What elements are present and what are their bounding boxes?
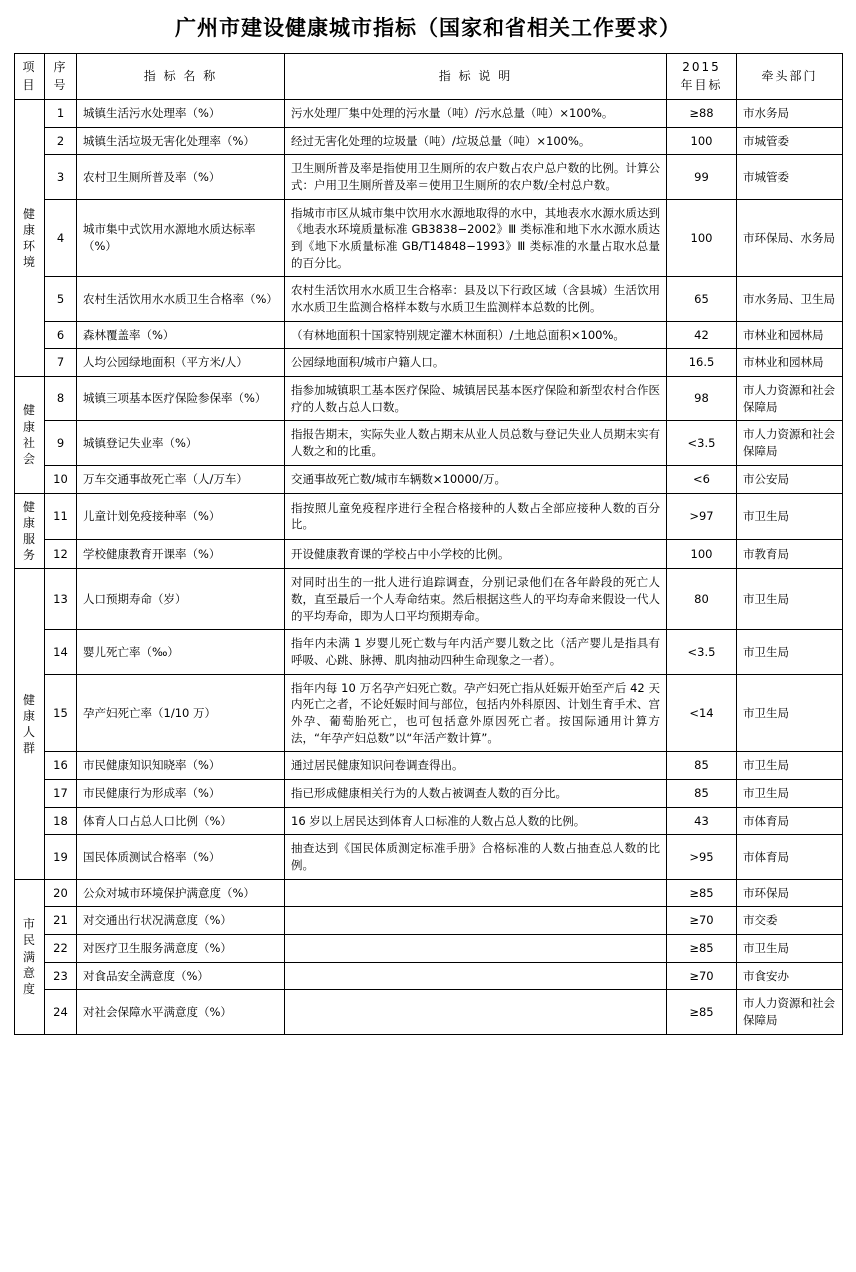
indicator-name: 人均公园绿地面积（平方米/人） bbox=[77, 349, 285, 377]
table-row bbox=[15, 990, 843, 1034]
lead-department: 市城管委 bbox=[737, 127, 843, 155]
row-number: 22 bbox=[45, 935, 77, 963]
indicator-description: 指按照儿童免疫程序进行全程合格接种的人数占全部应接种人数的百分比。 bbox=[285, 493, 667, 540]
table-row bbox=[15, 540, 843, 569]
table-row bbox=[15, 752, 843, 780]
target-value: 100 bbox=[667, 127, 737, 155]
row-number: 15 bbox=[45, 674, 77, 752]
table-row bbox=[15, 569, 843, 630]
lead-department: 市教育局 bbox=[737, 540, 843, 569]
target-value: 85 bbox=[667, 752, 737, 780]
indicator-name: 体育人口占总人口比例（%） bbox=[77, 807, 285, 835]
indicator-name: 儿童计划免疫接种率（%） bbox=[77, 493, 285, 540]
table-row bbox=[15, 493, 843, 540]
indicator-name: 农村卫生厕所普及率（%） bbox=[77, 155, 285, 199]
indicator-description: 经过无害化处理的垃圾量（吨）/垃圾总量（吨）×100%。 bbox=[285, 127, 667, 155]
lead-department: 市人力资源和社会保障局 bbox=[737, 377, 843, 421]
indicator-name: 对交通出行状况满意度（%） bbox=[77, 907, 285, 935]
row-number: 3 bbox=[45, 155, 77, 199]
target-value: 16.5 bbox=[667, 349, 737, 377]
indicator-description: 开设健康教育课的学校占中小学校的比例。 bbox=[285, 540, 667, 569]
row-number: 10 bbox=[45, 465, 77, 493]
indicator-description: 对同时出生的一批人进行追踪调查，分别记录他们在各年龄段的死亡人数，直至最后一个人寿命结束。然后根据这些人的平均寿命来假设一代人的平均寿命，即为人口平均预期寿命。 bbox=[285, 569, 667, 630]
lead-department: 市人力资源和社会保障局 bbox=[737, 421, 843, 465]
column-header-no: 序号 bbox=[45, 54, 77, 100]
row-number: 21 bbox=[45, 907, 77, 935]
row-number: 5 bbox=[45, 277, 77, 321]
group-label: 健康服务 bbox=[22, 499, 36, 563]
lead-department: 市林业和园林局 bbox=[737, 349, 843, 377]
indicator-description bbox=[285, 990, 667, 1034]
indicator-description: 污水处理厂集中处理的污水量（吨）/污水总量（吨）×100%。 bbox=[285, 100, 667, 128]
row-number: 4 bbox=[45, 199, 77, 277]
indicator-name: 市民健康知识知晓率（%） bbox=[77, 752, 285, 780]
lead-department: 市人力资源和社会保障局 bbox=[737, 990, 843, 1034]
row-number: 12 bbox=[45, 540, 77, 569]
indicator-name: 森林覆盖率（%） bbox=[77, 321, 285, 349]
lead-department: 市环保局 bbox=[737, 879, 843, 907]
row-number: 24 bbox=[45, 990, 77, 1034]
indicator-description: 指已形成健康相关行为的人数占被调查人数的百分比。 bbox=[285, 779, 667, 807]
table-row bbox=[15, 349, 843, 377]
target-value: <14 bbox=[667, 674, 737, 752]
table-row bbox=[15, 465, 843, 493]
lead-department: 市卫生局 bbox=[737, 569, 843, 630]
table-row bbox=[15, 421, 843, 465]
lead-department: 市卫生局 bbox=[737, 779, 843, 807]
indicator-name: 农村生活饮用水水质卫生合格率（%） bbox=[77, 277, 285, 321]
indicator-description: 农村生活饮用水水质卫生合格率：县及以下行政区域（含县城）生活饮用水水质卫生监测合格样本数与水质卫生监测样本总数的比例。 bbox=[285, 277, 667, 321]
row-number: 19 bbox=[45, 835, 77, 879]
column-header-name: 指 标 名 称 bbox=[77, 54, 285, 100]
table-row bbox=[15, 935, 843, 963]
column-header-target: 2015 年目标 bbox=[667, 54, 737, 100]
table-row bbox=[15, 630, 843, 674]
indicator-description: 公园绿地面积/城市户籍人口。 bbox=[285, 349, 667, 377]
table-header bbox=[15, 54, 843, 100]
row-number: 17 bbox=[45, 779, 77, 807]
target-value: 43 bbox=[667, 807, 737, 835]
lead-department: 市食安办 bbox=[737, 962, 843, 990]
table-body bbox=[15, 100, 843, 1035]
row-number: 20 bbox=[45, 879, 77, 907]
indicator-description bbox=[285, 962, 667, 990]
indicator-description bbox=[285, 907, 667, 935]
indicator-name: 城镇生活污水处理率（%） bbox=[77, 100, 285, 128]
header-row bbox=[15, 54, 843, 100]
lead-department: 市环保局、水务局 bbox=[737, 199, 843, 277]
indicator-description: 卫生厕所普及率是指使用卫生厕所的农户数占农户总户数的比例。计算公式：户用卫生厕所普及率＝使用卫生厕所的农户数/全村总户数。 bbox=[285, 155, 667, 199]
row-number: 16 bbox=[45, 752, 77, 780]
indicator-description: 指城市市区从城市集中饮用水水源地取得的水中，其地表水水源水质达到《地表水环境质量标准 GB3838−2002》Ⅲ 类标准和地下水水源水质达到《地下水质量标准 GB/T14848−1993》Ⅲ 类标准的水量占取水总量的百分比。 bbox=[285, 199, 667, 277]
lead-department: 市卫生局 bbox=[737, 935, 843, 963]
target-value: ≥70 bbox=[667, 962, 737, 990]
target-value: 65 bbox=[667, 277, 737, 321]
indicator-name: 孕产妇死亡率（1/10 万） bbox=[77, 674, 285, 752]
lead-department: 市卫生局 bbox=[737, 630, 843, 674]
group-label: 健康人群 bbox=[22, 692, 36, 756]
target-value: <3.5 bbox=[667, 630, 737, 674]
lead-department: 市卫生局 bbox=[737, 674, 843, 752]
page-title: 广州市建设健康城市指标（国家和省相关工作要求） bbox=[175, 15, 681, 40]
indicator-description bbox=[285, 879, 667, 907]
row-number: 8 bbox=[45, 377, 77, 421]
lead-department: 市交委 bbox=[737, 907, 843, 935]
target-value: ≥85 bbox=[667, 990, 737, 1034]
target-value: >95 bbox=[667, 835, 737, 879]
group-label: 健康环境 bbox=[22, 206, 36, 270]
group-cell bbox=[15, 100, 45, 377]
group-cell bbox=[15, 879, 45, 1034]
table-row bbox=[15, 779, 843, 807]
group-cell bbox=[15, 569, 45, 879]
row-number: 14 bbox=[45, 630, 77, 674]
indicator-description bbox=[285, 935, 667, 963]
lead-department: 市水务局 bbox=[737, 100, 843, 128]
indicator-description: 指参加城镇职工基本医疗保险、城镇居民基本医疗保险和新型农村合作医疗的人数占总人口数。 bbox=[285, 377, 667, 421]
target-value: 85 bbox=[667, 779, 737, 807]
indicator-name: 万车交通事故死亡率（人/万车） bbox=[77, 465, 285, 493]
table-row bbox=[15, 155, 843, 199]
row-number: 18 bbox=[45, 807, 77, 835]
table-row bbox=[15, 199, 843, 277]
lead-department: 市体育局 bbox=[737, 807, 843, 835]
indicator-name: 对社会保障水平满意度（%） bbox=[77, 990, 285, 1034]
indicator-description: 指报告期末，实际失业人数占期末从业人员总数与登记失业人员期末实有人数之和的比重。 bbox=[285, 421, 667, 465]
indicator-description: 16 岁以上居民达到体育人口标准的人数占总人数的比例。 bbox=[285, 807, 667, 835]
group-cell bbox=[15, 493, 45, 569]
indicator-name: 人口预期寿命（岁） bbox=[77, 569, 285, 630]
row-number: 23 bbox=[45, 962, 77, 990]
row-number: 7 bbox=[45, 349, 77, 377]
row-number: 11 bbox=[45, 493, 77, 540]
target-value: 100 bbox=[667, 540, 737, 569]
table-row bbox=[15, 879, 843, 907]
indicator-name: 公众对城市环境保护满意度（%） bbox=[77, 879, 285, 907]
indicator-name: 学校健康教育开课率（%） bbox=[77, 540, 285, 569]
table-row bbox=[15, 377, 843, 421]
indicator-name: 城镇三项基本医疗保险参保率（%） bbox=[77, 377, 285, 421]
indicators-table bbox=[14, 53, 843, 1034]
indicator-name: 城镇登记失业率（%） bbox=[77, 421, 285, 465]
group-label: 健康社会 bbox=[22, 403, 36, 466]
table-row bbox=[15, 100, 843, 128]
row-number: 2 bbox=[45, 127, 77, 155]
indicator-description: 指年内每 10 万名孕产妇死亡数。孕产妇死亡指从妊娠开始至产后 42 天内死亡之者，不论妊娠时间与部位，包括内外科原因、计划生育手术、宫外孕、葡萄胎死亡，也可包括意外原因死亡者。按国际通用计算方法，“年孕产妇总数”以“年活产数计算”。 bbox=[285, 674, 667, 752]
lead-department: 市公安局 bbox=[737, 465, 843, 493]
lead-department: 市卫生局 bbox=[737, 752, 843, 780]
table-row bbox=[15, 674, 843, 752]
table-row bbox=[15, 807, 843, 835]
group-label: 市民满意度 bbox=[22, 917, 36, 996]
lead-department: 市林业和园林局 bbox=[737, 321, 843, 349]
target-value: ≥88 bbox=[667, 100, 737, 128]
table-row bbox=[15, 835, 843, 879]
indicator-description: 指年内未满 1 岁婴儿死亡数与年内活产婴儿数之比（活产婴儿是指具有呼吸、心跳、脉搏、肌肉抽动四种生命现象之一者）。 bbox=[285, 630, 667, 674]
target-value: ≥85 bbox=[667, 879, 737, 907]
target-value: 42 bbox=[667, 321, 737, 349]
target-value: <6 bbox=[667, 465, 737, 493]
indicator-description: 抽查达到《国民体质测定标准手册》合格标准的人数占抽查总人数的比例。 bbox=[285, 835, 667, 879]
target-value: 100 bbox=[667, 199, 737, 277]
target-value: ≥70 bbox=[667, 907, 737, 935]
row-number: 1 bbox=[45, 100, 77, 128]
indicator-description: 通过居民健康知识问卷调查得出。 bbox=[285, 752, 667, 780]
table-row bbox=[15, 907, 843, 935]
lead-department: 市城管委 bbox=[737, 155, 843, 199]
lead-department: 市卫生局 bbox=[737, 493, 843, 540]
table-row bbox=[15, 127, 843, 155]
table-row bbox=[15, 277, 843, 321]
indicator-description: （有林地面积十国家特别规定灌木林面积）/土地总面积×100%。 bbox=[285, 321, 667, 349]
target-value: <3.5 bbox=[667, 421, 737, 465]
target-value: ≥85 bbox=[667, 935, 737, 963]
indicator-name: 市民健康行为形成率（%） bbox=[77, 779, 285, 807]
column-header-dept: 牵头部门 bbox=[737, 54, 843, 100]
indicator-name: 城市集中式饮用水源地水质达标率（%） bbox=[77, 199, 285, 277]
lead-department: 市水务局、卫生局 bbox=[737, 277, 843, 321]
target-value: 98 bbox=[667, 377, 737, 421]
lead-department: 市体育局 bbox=[737, 835, 843, 879]
row-number: 13 bbox=[45, 569, 77, 630]
group-cell bbox=[15, 377, 45, 493]
target-value: 99 bbox=[667, 155, 737, 199]
indicator-name: 对食品安全满意度（%） bbox=[77, 962, 285, 990]
indicator-name: 城镇生活垃圾无害化处理率（%） bbox=[77, 127, 285, 155]
indicator-name: 对医疗卫生服务满意度（%） bbox=[77, 935, 285, 963]
indicator-name: 国民体质测试合格率（%） bbox=[77, 835, 285, 879]
indicator-description: 交通事故死亡数/城市车辆数×10000/万。 bbox=[285, 465, 667, 493]
column-header-group: 项目 bbox=[15, 54, 45, 100]
row-number: 6 bbox=[45, 321, 77, 349]
indicator-name: 婴儿死亡率（‰） bbox=[77, 630, 285, 674]
column-header-desc: 指 标 说 明 bbox=[285, 54, 667, 100]
table-row bbox=[15, 321, 843, 349]
table-row bbox=[15, 962, 843, 990]
row-number: 9 bbox=[45, 421, 77, 465]
target-value: 80 bbox=[667, 569, 737, 630]
target-value: >97 bbox=[667, 493, 737, 540]
